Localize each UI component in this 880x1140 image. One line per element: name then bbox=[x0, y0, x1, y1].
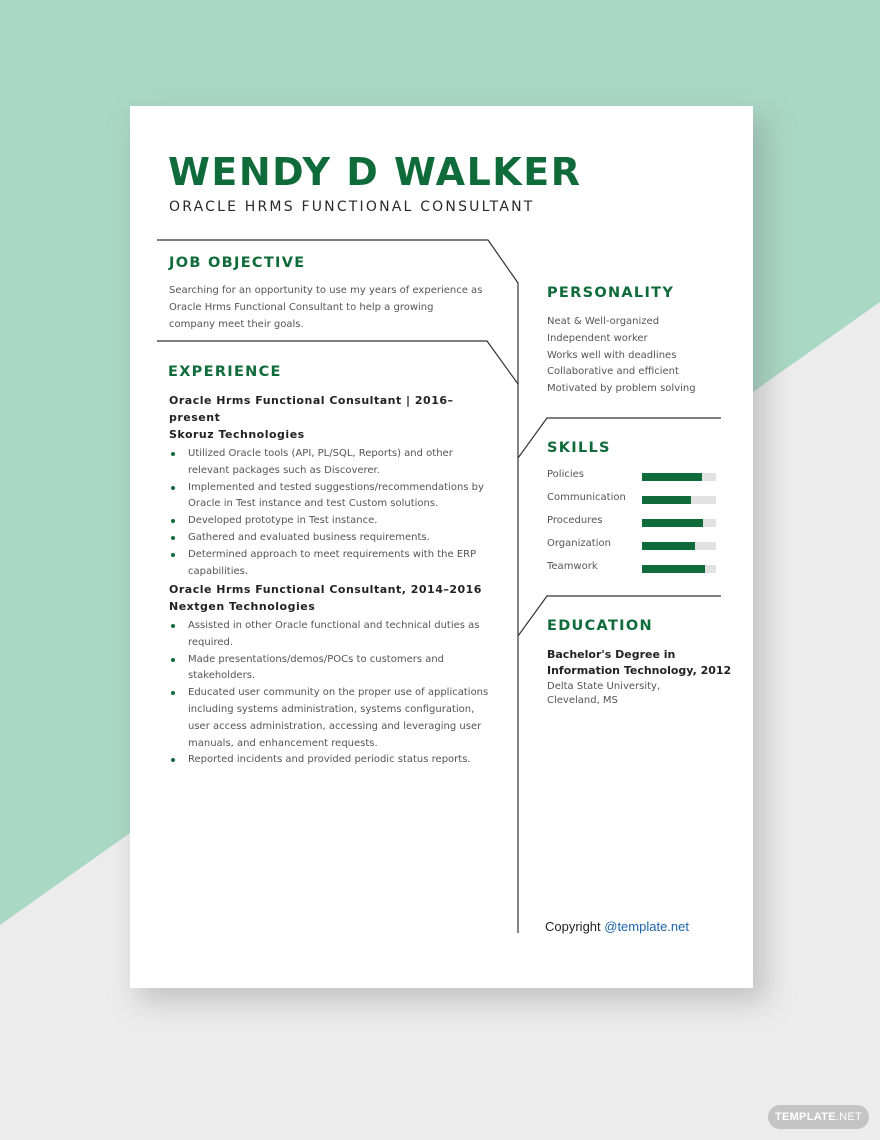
job-company: Skoruz Technologies bbox=[169, 428, 305, 441]
skill-bar bbox=[642, 565, 716, 573]
skill-row bbox=[547, 494, 717, 506]
skill-row bbox=[547, 563, 717, 575]
resume-page bbox=[130, 106, 753, 988]
skill-bar-fill bbox=[642, 519, 703, 527]
personality-item: Neat & Well-organized bbox=[547, 316, 660, 327]
personality-item: Collaborative and efficient bbox=[547, 366, 679, 378]
candidate-name: WENDY D WALKER bbox=[168, 150, 582, 194]
personality-item: Works well with deadlines bbox=[547, 349, 677, 361]
job-company: Nextgen Technologies bbox=[169, 600, 316, 613]
job-objective-line: Searching for an opportunity to use my years of experience as bbox=[169, 285, 483, 296]
bullet-item bbox=[169, 652, 489, 686]
bullet-text: Gathered and evaluated business requirements. bbox=[188, 531, 430, 543]
copyright-notice bbox=[545, 919, 689, 934]
skill-label: Organization bbox=[547, 538, 611, 549]
experience-heading: EXPERIENCE bbox=[168, 364, 282, 380]
bullet-text: Implemented and tested suggestions/recommendations by Oracle in Test instance and test Custom solutions. bbox=[188, 481, 484, 510]
skill-bar-fill bbox=[642, 542, 695, 550]
job-title: Oracle Hrms Functional Consultant, 2014–2016 bbox=[169, 583, 482, 596]
bullet-item bbox=[169, 513, 489, 530]
template-net-watermark bbox=[768, 1105, 869, 1129]
education-school: Delta State University, bbox=[547, 681, 661, 692]
job-title: Oracle Hrms Functional Consultant | 2016–present bbox=[169, 394, 454, 424]
skill-bar-fill bbox=[642, 473, 702, 481]
bullet-dot-icon bbox=[171, 519, 175, 523]
personality-heading: PERSONALITY bbox=[547, 285, 675, 301]
skill-label: Procedures bbox=[547, 515, 603, 526]
job-bullets bbox=[169, 618, 489, 769]
job-objective-line: company meet their goals. bbox=[169, 318, 304, 330]
education-entry bbox=[547, 647, 731, 708]
skill-bar-fill bbox=[642, 565, 705, 573]
bullet-text: Determined approach to meet requirements with the ERP capabilities. bbox=[188, 548, 477, 577]
skill-bar bbox=[642, 542, 716, 550]
skill-bar bbox=[642, 519, 716, 527]
skill-label: Policies bbox=[547, 469, 584, 480]
experience-job-2 bbox=[169, 581, 489, 769]
bullet-text: Developed prototype in Test instance. bbox=[188, 515, 378, 527]
bullet-text: Made presentations/demos/POCs to customers and stakeholders. bbox=[188, 653, 445, 682]
skill-label: Teamwork bbox=[547, 561, 598, 572]
personality-item: Independent worker bbox=[547, 332, 648, 344]
bullet-dot-icon bbox=[171, 486, 175, 490]
education-degree: Bachelor's Degree in bbox=[547, 648, 676, 661]
candidate-title: ORACLE HRMS FUNCTIONAL CONSULTANT bbox=[169, 199, 535, 215]
job-objective-heading: JOB OBJECTIVE bbox=[169, 255, 306, 271]
bullet-item bbox=[169, 530, 489, 547]
personality-list bbox=[547, 314, 696, 398]
skill-bar-fill bbox=[642, 496, 691, 504]
bullet-dot-icon bbox=[171, 553, 175, 557]
bullet-dot-icon bbox=[171, 658, 175, 662]
copyright-link[interactable]: @template.net bbox=[604, 919, 689, 934]
skill-bar bbox=[642, 496, 716, 504]
bullet-dot-icon bbox=[171, 624, 175, 628]
skill-label: Communication bbox=[547, 492, 626, 503]
personality-item: Motivated by problem solving bbox=[547, 383, 696, 395]
bullet-item bbox=[169, 685, 489, 752]
bullet-dot-icon bbox=[171, 691, 175, 695]
job-objective-line: Oracle Hrms Functional Consultant to help a growing bbox=[169, 301, 434, 313]
bullet-item bbox=[169, 446, 489, 480]
skill-row bbox=[547, 517, 717, 529]
bullet-text: Utilized Oracle tools (API, PL/SQL, Reports) and other relevant packages such as Discoverer. bbox=[188, 448, 453, 476]
education-degree: Information Technology, 2012 bbox=[547, 664, 732, 677]
job-bullets bbox=[169, 446, 489, 580]
bullet-item bbox=[169, 752, 489, 769]
education-heading: EDUCATION bbox=[547, 618, 653, 634]
experience-job-1 bbox=[169, 392, 489, 580]
bullet-text: Reported incidents and provided periodic status reports. bbox=[188, 754, 471, 766]
copyright-text: Copyright bbox=[545, 919, 605, 934]
bullet-dot-icon bbox=[171, 536, 175, 540]
skill-row bbox=[547, 471, 717, 483]
bullet-item bbox=[169, 618, 489, 652]
skill-bar bbox=[642, 473, 716, 481]
bullet-text: Educated user community on the proper use of applications including systems administration, systems configuration, user access administration, accessing and leveraging user manuals, and enhancement requests. bbox=[188, 687, 489, 749]
skills-heading: SKILLS bbox=[547, 440, 611, 456]
watermark-thin: .NET bbox=[835, 1111, 863, 1123]
skill-row bbox=[547, 540, 717, 552]
bullet-dot-icon bbox=[171, 758, 175, 762]
bullet-item bbox=[169, 480, 489, 514]
bullet-item bbox=[169, 547, 489, 581]
job-objective-text bbox=[169, 283, 499, 333]
bullet-dot-icon bbox=[171, 452, 175, 456]
bullet-text: Assisted in other Oracle functional and technical duties as required. bbox=[188, 620, 480, 648]
education-location: Cleveland, MS bbox=[547, 695, 618, 706]
watermark-bold: TEMPLATE bbox=[774, 1111, 836, 1123]
